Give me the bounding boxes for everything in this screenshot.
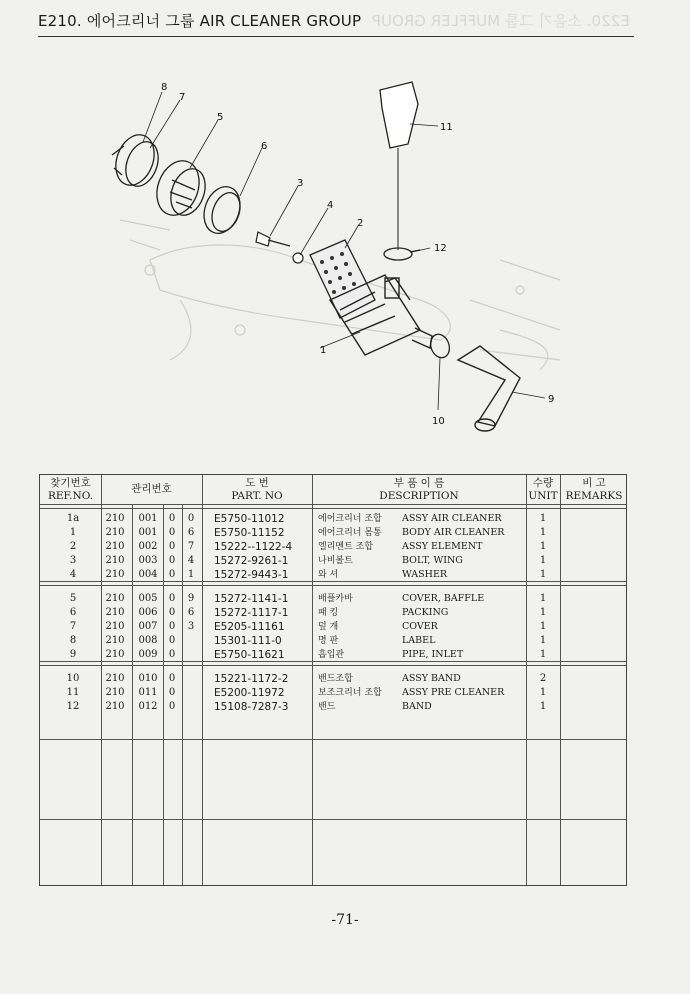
header-desc-en: DESCRIPTION <box>379 490 459 502</box>
callout-9: 9 <box>548 394 555 405</box>
callout-6: 6 <box>261 141 268 152</box>
cell-desc: BAND <box>402 701 432 712</box>
cell-m1: 210 <box>105 621 125 632</box>
cell-m2: 006 <box>138 607 158 618</box>
callout-7: 7 <box>179 92 186 103</box>
cell-desc: COVER, BAFFLE <box>402 593 485 604</box>
cell-part: 15272-1117-1 <box>214 607 289 619</box>
cell-m1: 210 <box>105 541 125 552</box>
cell-m1: 210 <box>105 607 125 618</box>
header-part-kr: 도 번 <box>245 477 269 489</box>
cell-kr: 에어크리너 조합 <box>318 514 382 524</box>
header-unit-kr: 수량 <box>532 477 554 489</box>
cell-m2: 001 <box>138 513 158 524</box>
cell-m3: 0 <box>168 673 176 684</box>
header-remarks-en: REMARKS <box>565 490 623 502</box>
cell-m1: 210 <box>105 673 125 684</box>
callout-4: 4 <box>327 200 334 211</box>
cell-kr: 패 킹 <box>318 608 339 618</box>
cell-m4: 4 <box>187 555 195 566</box>
header-desc-kr: 부 품 이 름 <box>393 477 445 489</box>
cell-desc: WASHER <box>402 569 448 580</box>
callout-3: 3 <box>297 178 304 189</box>
callout-5: 5 <box>217 112 224 123</box>
cell-desc: PACKING <box>402 607 449 618</box>
cell-m1: 210 <box>105 649 125 660</box>
table-row <box>40 686 626 700</box>
cell-desc: ASSY PRE CLEANER <box>402 687 505 698</box>
header-ref-kr: 찾기번호 <box>50 477 91 489</box>
header-part-en: PART. NO <box>231 490 283 502</box>
cell-part: E5750-11152 <box>214 527 285 539</box>
cell-m3: 0 <box>168 687 176 698</box>
cell-desc: ASSY BAND <box>402 673 461 684</box>
cell-ref: 3 <box>69 555 77 566</box>
parts-table <box>39 474 627 886</box>
cell-desc: BODY AIR CLEANER <box>402 527 505 538</box>
cell-m1: 210 <box>105 555 125 566</box>
cell-m3: 0 <box>168 701 176 712</box>
cell-m3: 0 <box>168 541 176 552</box>
cell-unit: 1 <box>539 513 547 524</box>
header-mgmt: 관리번호 <box>131 483 172 495</box>
cell-unit: 1 <box>539 687 547 698</box>
cell-unit: 1 <box>539 607 547 618</box>
cell-kr: 명 판 <box>318 636 339 646</box>
cell-part: 15272-9443-1 <box>214 569 289 581</box>
cell-m2: 002 <box>138 541 158 552</box>
cell-unit: 1 <box>539 649 547 660</box>
cell-m1: 210 <box>105 635 125 646</box>
cell-m3: 0 <box>168 649 176 660</box>
cell-part: 15221-1172-2 <box>214 673 289 685</box>
cell-m3: 0 <box>168 513 176 524</box>
cell-ref: 9 <box>69 649 77 660</box>
cell-m4: 9 <box>187 593 195 604</box>
table-row <box>40 540 626 554</box>
table-row <box>40 634 626 648</box>
table-row <box>40 554 626 568</box>
cell-kr: 보조크리너 조합 <box>318 688 382 698</box>
cell-ref: 2 <box>69 541 77 552</box>
cell-m2: 003 <box>138 555 158 566</box>
cell-m2: 007 <box>138 621 158 632</box>
header-ref-en: REF.NO. <box>47 490 94 502</box>
inlet-pipe-part <box>458 346 520 431</box>
cell-m4: 3 <box>187 621 195 632</box>
cell-m3: 0 <box>168 621 176 632</box>
band-part <box>384 248 420 260</box>
cell-kr: 엘리멘트 조합 <box>318 542 374 552</box>
cell-desc: COVER <box>402 621 438 632</box>
cell-kr: 덮 개 <box>318 622 339 632</box>
callout-2: 2 <box>357 218 364 229</box>
cell-m2: 011 <box>138 687 158 698</box>
cell-m1: 210 <box>105 593 125 604</box>
cell-ref: 1 <box>69 527 77 538</box>
cell-part: 15272-1141-1 <box>214 593 289 605</box>
cell-m3: 0 <box>168 607 176 618</box>
cell-part: 15301-111-0 <box>214 635 282 647</box>
pre-cleaner-part <box>380 82 418 250</box>
cell-unit: 1 <box>539 593 547 604</box>
cell-kr: 배플카바 <box>318 594 353 604</box>
cell-part: E5750-11012 <box>214 513 285 525</box>
page-number: -71- <box>331 912 359 928</box>
callout-12: 12 <box>434 243 447 254</box>
wing-bolt-part <box>256 232 303 263</box>
cell-m1: 210 <box>105 687 125 698</box>
cell-desc: PIPE, INLET <box>402 649 464 660</box>
table-row <box>40 512 626 526</box>
cell-ref: 8 <box>69 635 77 646</box>
cell-ref: 4 <box>69 569 77 580</box>
table-row <box>40 592 626 606</box>
cell-m3: 0 <box>168 555 176 566</box>
element-part <box>310 240 375 318</box>
cell-part: E5200-11972 <box>214 687 285 699</box>
cell-m4: 0 <box>187 513 195 524</box>
table-row <box>40 648 626 662</box>
cell-m1: 210 <box>105 569 125 580</box>
cell-ref: 12 <box>66 701 80 712</box>
cell-unit: 1 <box>539 621 547 632</box>
cell-ref: 7 <box>69 621 77 632</box>
cell-unit: 2 <box>539 673 547 684</box>
cell-ref: 6 <box>69 607 77 618</box>
cell-m2: 004 <box>138 569 158 580</box>
baffle-cover-part <box>150 155 212 221</box>
exploded-parts-diagram <box>0 40 690 470</box>
cell-kr: 와 셔 <box>318 570 339 580</box>
cell-m1: 210 <box>105 701 125 712</box>
cell-m2: 005 <box>138 593 158 604</box>
cell-unit: 1 <box>539 541 547 552</box>
page-title: E210. 에어크리너 그룹 AIR CLEANER GROUP <box>38 12 362 30</box>
cell-part: 15272-9261-1 <box>214 555 289 567</box>
cell-m4: 6 <box>187 607 195 618</box>
cell-part: E5750-11621 <box>214 649 285 661</box>
cell-m3: 0 <box>168 527 176 538</box>
bleed-through-title: E220. 소음기 그룹 MUFFLER GROUP <box>372 12 630 30</box>
cell-part: 15222--1122-4 <box>214 541 293 553</box>
cell-ref: 5 <box>69 593 77 604</box>
cell-unit: 1 <box>539 527 547 538</box>
callout-8: 8 <box>161 82 168 93</box>
cell-m1: 210 <box>105 513 125 524</box>
cell-m2: 012 <box>138 701 158 712</box>
table-row <box>40 620 626 634</box>
cell-desc: ASSY ELEMENT <box>402 541 483 552</box>
cell-desc: LABEL <box>402 635 436 646</box>
cell-m2: 001 <box>138 527 158 538</box>
cell-m3: 0 <box>168 569 176 580</box>
cell-kr: 밴드조합 <box>318 674 353 684</box>
cell-kr: 나비볼트 <box>318 556 353 566</box>
cell-ref: 10 <box>66 673 80 684</box>
cell-m4: 7 <box>187 541 195 552</box>
cell-ref: 11 <box>66 687 80 698</box>
header-remarks-kr: 비 고 <box>582 477 606 489</box>
cell-unit: 1 <box>539 555 547 566</box>
cell-m2: 009 <box>138 649 158 660</box>
cell-unit: 1 <box>539 701 547 712</box>
table-row <box>40 700 626 714</box>
cell-m4: 1 <box>187 569 195 580</box>
cell-m1: 210 <box>105 527 125 538</box>
cell-kr: 흡입관 <box>318 650 345 660</box>
cell-unit: 1 <box>539 569 547 580</box>
callout-10: 10 <box>432 416 445 427</box>
cell-m3: 0 <box>168 593 176 604</box>
header-unit-en: UNIT <box>528 490 558 502</box>
table-row <box>40 606 626 620</box>
cell-kr: 밴드 <box>318 702 336 712</box>
cell-m2: 008 <box>138 635 158 646</box>
table-row <box>40 526 626 540</box>
cell-desc: BOLT, WING <box>402 555 463 566</box>
cell-ref: 1a <box>66 513 80 524</box>
cell-m2: 010 <box>138 673 158 684</box>
table-row <box>40 568 626 582</box>
cell-m4: 6 <box>187 527 195 538</box>
title-rule <box>38 36 634 37</box>
cell-part: E5205-11161 <box>214 621 285 633</box>
callout-11: 11 <box>440 122 453 133</box>
table-row <box>40 672 626 686</box>
cell-m3: 0 <box>168 635 176 646</box>
cell-desc: ASSY AIR CLEANER <box>402 513 502 524</box>
cell-kr: 에어크리너 몸통 <box>318 528 382 538</box>
cell-unit: 1 <box>539 635 547 646</box>
cell-part: 15108-7287-3 <box>214 701 289 713</box>
callout-1: 1 <box>320 345 327 356</box>
